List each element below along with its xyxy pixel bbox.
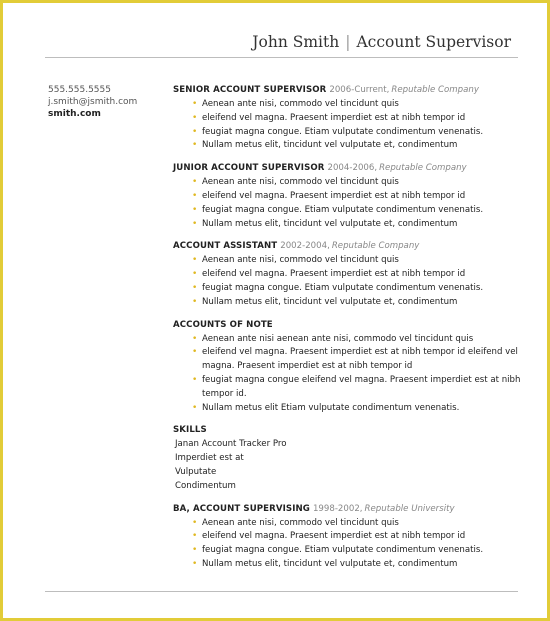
bullet-icon: • — [192, 374, 198, 385]
bullet-icon: • — [192, 177, 198, 188]
footer-rule — [45, 591, 518, 592]
bullet-text: eleifend vel magna. Praesent imperdiet est at nibh tempor id — [202, 112, 466, 123]
bullet-text: feugiat magna congue. Etiam vulputate condimentum venenatis. — [202, 204, 484, 215]
section-role: JUNIOR ACCOUNT SUPERVISOR — [173, 163, 325, 174]
bullet-item — [173, 402, 523, 416]
bullet-item — [173, 254, 523, 268]
section-role: SKILLS — [173, 425, 207, 436]
bullet-item — [173, 218, 523, 232]
section-company: Reputable Company — [391, 85, 479, 95]
resume-section — [173, 503, 523, 572]
bullet-item — [173, 333, 523, 347]
section-title — [173, 319, 523, 331]
resume-section — [173, 319, 523, 416]
bullet-item — [173, 517, 523, 531]
section-title — [173, 240, 523, 252]
bullet-list — [173, 98, 523, 153]
section-role: BA, ACCOUNT SUPERVISING — [173, 503, 310, 514]
bullet-item — [173, 282, 523, 296]
bullet-icon: • — [192, 126, 198, 137]
bullet-text: Aenean ante nisi, commodo vel tincidunt quis — [202, 99, 399, 109]
bullet-item — [173, 374, 523, 402]
bullet-item — [173, 346, 523, 374]
contact-phone: 555.555.5555 — [48, 85, 111, 95]
section-role: SENIOR ACCOUNT SUPERVISOR — [173, 85, 327, 95]
section-title — [173, 84, 523, 96]
skill-item — [173, 438, 523, 452]
bullet-list — [173, 176, 523, 231]
skill-item — [173, 480, 523, 494]
skill-item — [173, 452, 523, 466]
section-dates: 2004-2006, — [327, 163, 378, 174]
bullet-text: eleifend vel magna. Praesent imperdiet est at nibh tempor id — [202, 190, 466, 201]
bullet-item — [173, 268, 523, 282]
bullet-icon: • — [192, 204, 198, 215]
bullet-icon: • — [192, 347, 198, 358]
bullet-item — [173, 204, 523, 218]
bullet-icon: • — [192, 402, 198, 413]
resume-body — [173, 84, 523, 581]
header-separator: | — [345, 33, 351, 51]
bullet-icon: • — [192, 190, 198, 201]
bullet-item — [173, 126, 523, 140]
bullet-text: eleifend vel magna. Praesent imperdiet est at nibh tempor id eleifend vel magna. Praesent imperdiet est at nibh tempor id — [202, 347, 518, 372]
contact-website: smith.com — [48, 109, 101, 119]
bullet-text: feugiat magna congue. Etiam vulputate condimentum venenatis. — [202, 545, 484, 556]
skill-item — [173, 466, 523, 480]
bullet-text: Nullam metus elit Etiam vulputate condimentum venenatis. — [202, 402, 460, 413]
bullet-icon: • — [192, 282, 198, 293]
section-title — [173, 162, 523, 174]
bullet-list — [173, 517, 523, 572]
bullet-icon: • — [192, 269, 198, 280]
bullet-item — [173, 544, 523, 558]
bullet-text: Aenean ante nisi aenean ante nisi, commodo vel tincidunt quis — [202, 333, 474, 344]
bullet-icon: • — [192, 140, 198, 151]
bullet-icon: • — [192, 99, 198, 109]
section-company: Reputable Company — [331, 241, 420, 252]
section-dates: 2006-Current, — [329, 85, 390, 95]
section-company: Reputable University — [364, 503, 455, 514]
bullet-text: Aenean ante nisi, commodo vel tincidunt quis — [202, 177, 399, 188]
bullet-item — [173, 139, 523, 153]
bullet-text: Nullam metus elit, tincidunt vel vulputate et, condimentum — [202, 558, 458, 569]
bullet-icon: • — [192, 218, 198, 229]
bullet-list — [173, 333, 523, 416]
bullet-item — [173, 176, 523, 190]
bullet-text: Aenean ante nisi, commodo vel tincidunt quis — [202, 255, 399, 266]
bullet-item — [173, 558, 523, 572]
bullet-icon: • — [192, 531, 198, 542]
resume-section — [173, 162, 523, 231]
bullet-icon: • — [192, 112, 198, 123]
resume-section — [173, 240, 523, 309]
bullet-item — [173, 112, 523, 126]
bullet-text: feugiat magna congue. Etiam vulputate condimentum venenatis. — [202, 282, 484, 293]
bullet-icon: • — [192, 545, 198, 556]
bullet-text: Vulputate — [175, 466, 217, 477]
bullet-icon: • — [192, 255, 198, 266]
section-dates: 2002-2004, — [280, 241, 330, 252]
bullet-text: Condimentum — [175, 480, 236, 491]
resume-header — [252, 33, 511, 51]
bullet-text: eleifend vel magna. Praesent imperdiet est at nibh tempor id — [202, 269, 466, 280]
resume-section — [173, 424, 523, 493]
bullet-item — [173, 530, 523, 544]
section-title — [173, 503, 523, 515]
bullet-text: feugiat magna congue eleifend vel magna. Praesent imperdiet est at nibh tempor id. — [202, 374, 521, 399]
section-role: ACCOUNTS OF NOTE — [173, 319, 273, 330]
section-role: ACCOUNT ASSISTANT — [173, 241, 278, 252]
bullet-text: Aenean ante nisi, commodo vel tincidunt quis — [202, 517, 399, 528]
candidate-title: Account Supervisor — [356, 33, 511, 51]
bullet-icon: • — [192, 517, 198, 528]
section-title — [173, 424, 523, 436]
bullet-icon: • — [192, 296, 198, 307]
contact-email: j.smith@jsmith.com — [48, 97, 138, 107]
bullet-text: Nullam metus elit, tincidunt vel vulputate et, condimentum — [202, 140, 458, 151]
section-company: Reputable Company — [379, 163, 467, 174]
candidate-name: John Smith — [252, 33, 340, 51]
bullet-list — [173, 254, 523, 309]
bullet-item — [173, 98, 523, 112]
bullet-item — [173, 190, 523, 204]
bullet-text: eleifend vel magna. Praesent imperdiet est at nibh tempor id — [202, 531, 466, 542]
section-dates: 1998-2002, — [312, 503, 363, 514]
bullet-text: Nullam metus elit, tincidunt vel vulputate et, condimentum — [202, 218, 458, 229]
resume-section — [173, 84, 523, 153]
contact-block — [48, 84, 137, 120]
bullet-item — [173, 296, 523, 310]
bullet-text: Imperdiet est at — [175, 453, 244, 464]
header-rule — [45, 57, 518, 58]
bullet-text: feugiat magna congue. Etiam vulputate condimentum venenatis. — [202, 126, 484, 137]
bullet-list — [173, 438, 523, 493]
bullet-text: Janan Account Tracker Pro — [175, 439, 287, 450]
bullet-icon: • — [192, 558, 198, 569]
bullet-icon: • — [192, 333, 198, 344]
bullet-text: Nullam metus elit, tincidunt vel vulputate et, condimentum — [202, 296, 458, 307]
